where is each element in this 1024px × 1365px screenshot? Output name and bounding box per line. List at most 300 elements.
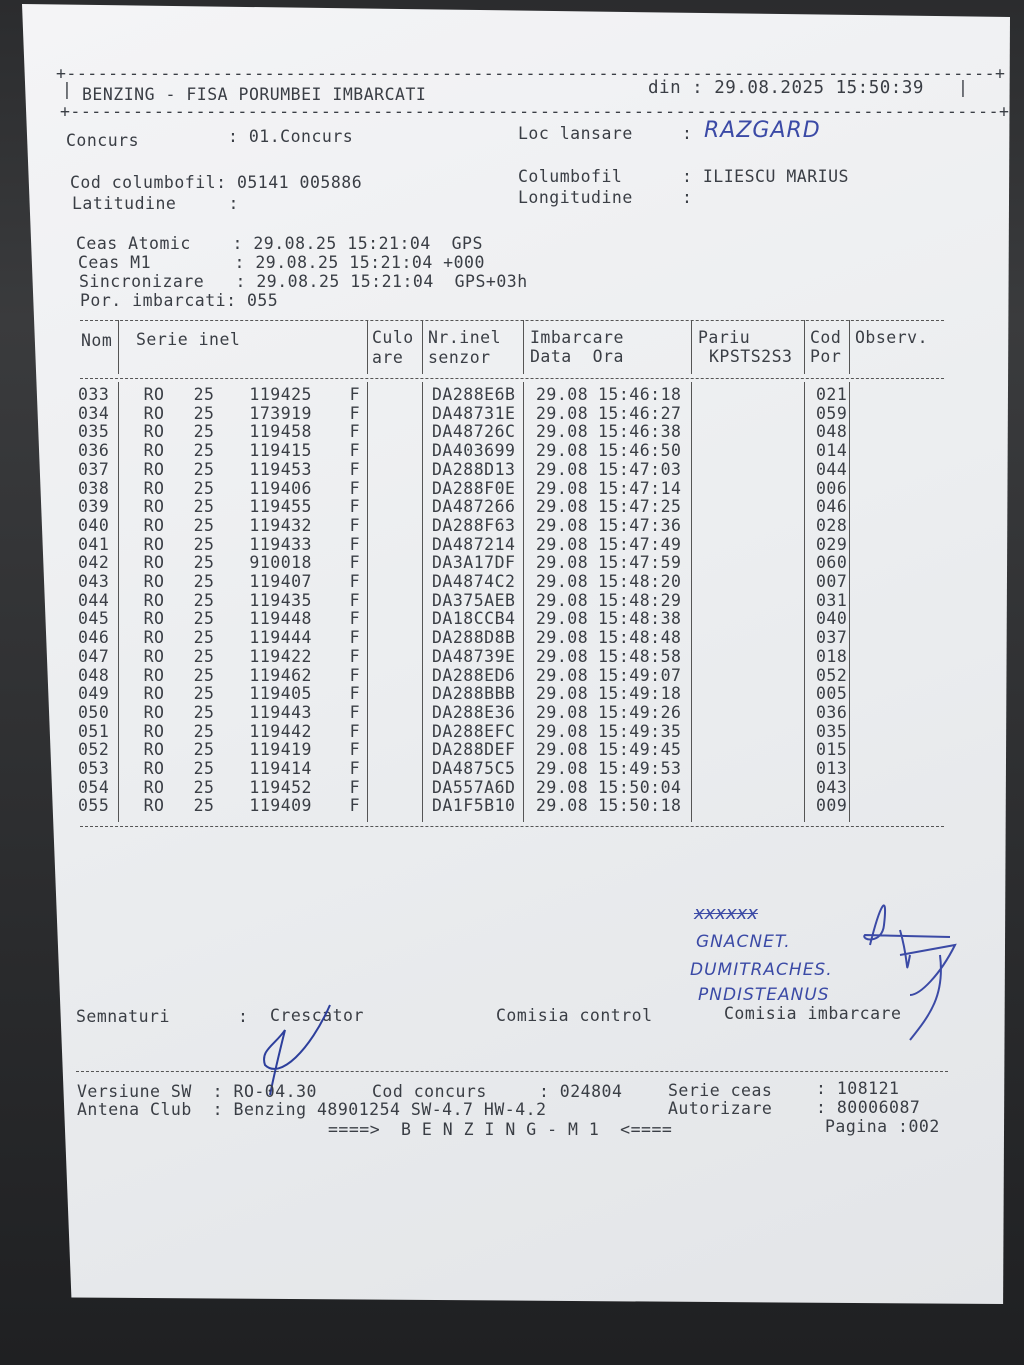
row-sensor-ring: DA48739E — [432, 646, 516, 666]
page-number: Pagina :002 — [825, 1117, 940, 1136]
row-time: 15:47:36 — [598, 515, 682, 535]
table-row — [78, 405, 856, 424]
table-row — [78, 704, 856, 723]
row-time: 15:46:38 — [598, 422, 682, 442]
pigeon-table — [78, 386, 856, 816]
row-nom: 042 — [78, 553, 110, 573]
row-color — [366, 797, 426, 816]
row-color — [366, 741, 426, 760]
row-cod-por: 029 — [816, 534, 848, 554]
row-sensor-ring: DA1F5B10 — [432, 796, 516, 816]
row-sex: F — [349, 665, 360, 685]
row-time: 15:47:03 — [598, 459, 682, 479]
row-time: 15:47:49 — [598, 534, 682, 554]
row-country: RO — [143, 553, 165, 573]
row-time: 15:49:18 — [598, 684, 682, 704]
row-color — [366, 442, 426, 461]
row-country: RO — [143, 572, 165, 592]
row-country: RO — [143, 385, 165, 404]
concurs-value: : 01.Concurs — [228, 127, 354, 146]
row-time: 15:48:29 — [598, 590, 682, 610]
row-time: 15:47:14 — [598, 478, 682, 498]
comisia-imbarcare-label: Comisia imbarcare — [724, 1004, 902, 1023]
row-nom: 035 — [78, 422, 110, 442]
row-year: 25 — [193, 385, 215, 404]
row-nom: 043 — [78, 572, 110, 592]
table-row — [78, 592, 856, 611]
autorizare-value: : 80006087 — [816, 1098, 921, 1117]
row-bet — [698, 704, 812, 723]
table-row — [78, 536, 856, 555]
row-color — [366, 386, 426, 405]
row-sex: F — [349, 422, 360, 442]
table-row — [78, 741, 856, 760]
row-nom: 037 — [78, 459, 110, 479]
print-date: din : 29.08.2025 15:50:39 — [648, 78, 924, 98]
table-row — [78, 723, 856, 742]
row-sex: F — [349, 385, 360, 404]
row-color — [366, 610, 426, 629]
row-country: RO — [143, 777, 165, 797]
struck-signature: xxxxxx — [694, 903, 758, 924]
row-date: 29.08 — [536, 553, 589, 573]
row-date: 29.08 — [536, 403, 589, 423]
row-bet — [698, 779, 812, 798]
row-sex: F — [349, 740, 360, 760]
col-header-data-ora: Data Ora — [530, 347, 624, 366]
table-row — [78, 442, 856, 461]
row-year: 25 — [193, 796, 215, 816]
row-ring-number: 119433 — [249, 534, 312, 554]
row-ring-number: 119405 — [249, 684, 312, 704]
row-country: RO — [143, 459, 165, 479]
row-sex: F — [349, 759, 360, 779]
row-year: 25 — [193, 478, 215, 498]
row-sensor-ring: DA48731E — [432, 403, 516, 423]
col-header-observatii: Observ. — [855, 328, 929, 347]
antena-club: Antena Club : Benzing 48901254 SW-4.7 HW-4.2 — [77, 1100, 547, 1119]
row-bet — [698, 442, 812, 461]
table-row — [78, 779, 856, 798]
row-date: 29.08 — [536, 777, 589, 797]
benzing-banner: ====> B E N Z I N G - M 1 <==== — [328, 1120, 673, 1139]
row-bet — [698, 517, 812, 536]
row-nom: 047 — [78, 646, 110, 666]
col-header-imbarcare: Imbarcare — [530, 328, 624, 347]
row-year: 25 — [193, 740, 215, 760]
table-row — [78, 685, 856, 704]
row-date: 29.08 — [536, 590, 589, 610]
row-cod-por: 046 — [816, 497, 848, 517]
row-nom: 041 — [78, 534, 110, 554]
row-date: 29.08 — [536, 422, 589, 442]
row-sensor-ring: DA4875C5 — [432, 759, 516, 779]
row-color — [366, 423, 426, 442]
row-ring-number: 119453 — [249, 459, 312, 479]
row-color — [366, 536, 426, 555]
columbofil-value: : ILIESCU MARIUS — [682, 167, 849, 186]
row-country: RO — [143, 441, 165, 461]
row-year: 25 — [193, 665, 215, 685]
row-date: 29.08 — [536, 497, 589, 517]
row-cod-por: 005 — [816, 684, 848, 704]
row-nom: 034 — [78, 403, 110, 423]
row-ring-number: 119407 — [249, 572, 312, 592]
row-year: 25 — [193, 609, 215, 629]
row-sensor-ring: DA487266 — [432, 497, 516, 517]
comisia-control-label: Comisia control — [496, 1006, 653, 1025]
row-sex: F — [349, 478, 360, 498]
row-year: 25 — [193, 497, 215, 517]
row-time: 15:49:26 — [598, 702, 682, 722]
row-sex: F — [349, 515, 360, 535]
row-date: 29.08 — [536, 478, 589, 498]
row-date: 29.08 — [536, 665, 589, 685]
row-sensor-ring: DA487214 — [432, 534, 516, 554]
row-year: 25 — [193, 441, 215, 461]
col-header-kpsts2s3: KPSTS2S3 — [709, 347, 793, 366]
row-ring-number: 119432 — [249, 515, 312, 535]
loc-lansare-colon: : — [682, 124, 693, 143]
row-year: 25 — [193, 422, 215, 442]
row-cod-por: 021 — [816, 385, 848, 404]
row-time: 15:50:18 — [598, 796, 682, 816]
header-left-bar: | — [62, 80, 73, 99]
row-date: 29.08 — [536, 721, 589, 741]
row-sensor-ring: DA288BBB — [432, 684, 516, 704]
columbofil-label: Columbofil — [518, 167, 623, 186]
row-sex: F — [349, 777, 360, 797]
table-row — [78, 797, 856, 816]
row-year: 25 — [193, 684, 215, 704]
row-color — [366, 461, 426, 480]
row-year: 25 — [193, 534, 215, 554]
handwritten-name-2: DUMITRACHES. — [690, 960, 833, 980]
row-nom: 052 — [78, 740, 110, 760]
row-ring-number: 119455 — [249, 497, 312, 517]
row-date: 29.08 — [536, 740, 589, 760]
col-divider — [422, 320, 423, 374]
row-cod-por: 013 — [816, 759, 848, 779]
row-bet — [698, 741, 812, 760]
row-year: 25 — [193, 721, 215, 741]
row-year: 25 — [193, 628, 215, 648]
row-sensor-ring: DA3A17DF — [432, 553, 516, 573]
row-cod-por: 052 — [816, 665, 848, 685]
row-sex: F — [349, 497, 360, 517]
row-nom: 049 — [78, 684, 110, 704]
row-time: 15:49:45 — [598, 740, 682, 760]
row-year: 25 — [193, 646, 215, 666]
row-color — [366, 723, 426, 742]
row-date: 29.08 — [536, 385, 589, 404]
row-ring-number: 119422 — [249, 646, 312, 666]
col-header-cod: Cod — [810, 328, 842, 347]
table-row — [78, 480, 856, 499]
row-time: 15:47:25 — [598, 497, 682, 517]
row-year: 25 — [193, 515, 215, 535]
col-divider — [118, 320, 119, 374]
concurs-label: Concurs — [66, 131, 140, 150]
footer-rule — [76, 1071, 948, 1072]
row-nom: 050 — [78, 702, 110, 722]
table-row — [78, 461, 856, 480]
row-date: 29.08 — [536, 759, 589, 779]
row-bet — [698, 723, 812, 742]
row-cod-por: 009 — [816, 796, 848, 816]
versiune-sw: Versiune SW : RO-04.30 — [77, 1082, 317, 1101]
row-date: 29.08 — [536, 702, 589, 722]
cod-columbofil: Cod columbofil: 05141 005886 — [70, 173, 363, 192]
row-ring-number: 119415 — [249, 441, 312, 461]
serie-ceas-value: : 108121 — [816, 1079, 900, 1098]
row-time: 15:49:07 — [598, 665, 682, 685]
row-cod-por: 060 — [816, 553, 848, 573]
row-sensor-ring: DA288E6B — [432, 385, 516, 404]
document-title: BENZING - FISA PORUMBEI IMBARCATI — [82, 85, 427, 104]
row-sex: F — [349, 684, 360, 704]
row-country: RO — [143, 515, 165, 535]
row-time: 15:48:48 — [598, 628, 682, 648]
table-row — [78, 667, 856, 686]
row-sex: F — [349, 628, 360, 648]
table-row — [78, 610, 856, 629]
table-row — [78, 648, 856, 667]
row-nom: 040 — [78, 515, 110, 535]
row-color — [366, 704, 426, 723]
row-country: RO — [143, 422, 165, 442]
ceas-atomic: Ceas Atomic : 29.08.25 15:21:04 GPS — [76, 234, 483, 253]
row-time: 15:46:18 — [598, 385, 682, 404]
row-color — [366, 480, 426, 499]
row-nom: 048 — [78, 665, 110, 685]
row-ring-number: 119452 — [249, 777, 312, 797]
col-divider — [804, 320, 805, 374]
row-time: 15:48:38 — [598, 609, 682, 629]
row-sensor-ring: DA288F0E — [432, 478, 516, 498]
row-cod-por: 031 — [816, 590, 848, 610]
header-top-border: +-----------------------------------------------------------------------------------------+ — [56, 64, 1006, 83]
header-right-bar: | — [958, 78, 969, 97]
row-ring-number: 119414 — [249, 759, 312, 779]
row-date: 29.08 — [536, 572, 589, 592]
table-header-rule — [80, 378, 944, 379]
row-bet — [698, 498, 812, 517]
row-year: 25 — [193, 777, 215, 797]
row-ring-number: 119462 — [249, 665, 312, 685]
row-date: 29.08 — [536, 646, 589, 666]
row-sex: F — [349, 403, 360, 423]
row-sensor-ring: DA48726C — [432, 422, 516, 442]
row-color — [366, 592, 426, 611]
row-ring-number: 910018 — [249, 553, 312, 573]
row-cod-por: 014 — [816, 441, 848, 461]
sincronizare: Sincronizare : 29.08.25 15:21:04 GPS+03h — [79, 272, 528, 291]
col-header-senzor: senzor — [428, 348, 491, 367]
row-nom: 046 — [78, 628, 110, 648]
row-sex: F — [349, 796, 360, 816]
table-row — [78, 423, 856, 442]
col-header-por: Por — [810, 347, 842, 366]
longitudine-value: : — [682, 188, 693, 207]
loc-lansare-label: Loc lansare — [518, 124, 633, 143]
table-row — [78, 760, 856, 779]
row-time: 15:46:50 — [598, 441, 682, 461]
row-year: 25 — [193, 759, 215, 779]
row-color — [366, 517, 426, 536]
table-top-rule — [80, 320, 944, 321]
row-bet — [698, 573, 812, 592]
row-cod-por: 035 — [816, 721, 848, 741]
row-nom: 054 — [78, 777, 110, 797]
row-country: RO — [143, 403, 165, 423]
row-cod-por: 059 — [816, 403, 848, 423]
longitudine-label: Longitudine — [518, 188, 633, 207]
row-country: RO — [143, 721, 165, 741]
row-bet — [698, 685, 812, 704]
crescator-label: Crescator — [270, 1006, 364, 1025]
row-cod-por: 028 — [816, 515, 848, 535]
row-date: 29.08 — [536, 628, 589, 648]
row-sensor-ring: DA4874C2 — [432, 572, 516, 592]
table-bottom-rule — [80, 826, 944, 827]
row-cod-por: 006 — [816, 478, 848, 498]
row-ring-number: 173919 — [249, 403, 312, 423]
row-nom: 051 — [78, 721, 110, 741]
row-bet — [698, 797, 812, 816]
row-sensor-ring: DA288D13 — [432, 459, 516, 479]
row-color — [366, 779, 426, 798]
autorizare-label: Autorizare — [668, 1099, 773, 1118]
row-time: 15:46:27 — [598, 403, 682, 423]
row-date: 29.08 — [536, 609, 589, 629]
row-time: 15:47:59 — [598, 553, 682, 573]
row-bet — [698, 667, 812, 686]
row-country: RO — [143, 497, 165, 517]
row-color — [366, 760, 426, 779]
row-cod-por: 007 — [816, 572, 848, 592]
row-year: 25 — [193, 590, 215, 610]
row-nom: 053 — [78, 759, 110, 779]
row-ring-number: 119444 — [249, 628, 312, 648]
latitudine: Latitudine : — [72, 194, 239, 213]
handwritten-name-1: GNACNET. — [696, 932, 791, 952]
col-divider — [691, 320, 692, 374]
semnaturi-label: Semnaturi — [76, 1007, 170, 1026]
row-ring-number: 119458 — [249, 422, 312, 442]
row-cod-por: 044 — [816, 459, 848, 479]
row-sensor-ring: DA403699 — [432, 441, 516, 461]
row-time: 15:49:53 — [598, 759, 682, 779]
row-sex: F — [349, 553, 360, 573]
col-header-pariu: Pariu — [698, 328, 751, 347]
row-cod-por: 018 — [816, 646, 848, 666]
handwritten-name-3: PNDISTEANUS — [698, 985, 830, 1005]
row-sex: F — [349, 590, 360, 610]
row-color — [366, 685, 426, 704]
table-row — [78, 629, 856, 648]
row-sex: F — [349, 459, 360, 479]
row-sensor-ring: DA18CCB4 — [432, 609, 516, 629]
row-year: 25 — [193, 459, 215, 479]
row-sex: F — [349, 721, 360, 741]
row-date: 29.08 — [536, 441, 589, 461]
row-sensor-ring: DA288E36 — [432, 702, 516, 722]
row-nom: 033 — [78, 385, 110, 404]
table-row — [78, 517, 856, 536]
row-nom: 038 — [78, 478, 110, 498]
row-year: 25 — [193, 702, 215, 722]
row-color — [366, 405, 426, 424]
row-country: RO — [143, 759, 165, 779]
row-bet — [698, 423, 812, 442]
row-color — [366, 667, 426, 686]
ceas-m1: Ceas M1 : 29.08.25 15:21:04 +000 — [78, 253, 485, 272]
col-header-nom: Nom — [81, 331, 113, 350]
col-header-serie: Serie inel — [136, 330, 241, 349]
row-date: 29.08 — [536, 796, 589, 816]
row-sensor-ring: DA375AEB — [432, 590, 516, 610]
col-divider — [367, 320, 368, 374]
row-sex: F — [349, 609, 360, 629]
row-bet — [698, 554, 812, 573]
row-time: 15:49:35 — [598, 721, 682, 741]
row-nom: 039 — [78, 497, 110, 517]
row-country: RO — [143, 478, 165, 498]
row-cod-por: 036 — [816, 702, 848, 722]
row-country: RO — [143, 628, 165, 648]
row-country: RO — [143, 684, 165, 704]
semnaturi-colon: : — [238, 1007, 249, 1026]
row-sensor-ring: DA288EFC — [432, 721, 516, 741]
col-divider — [523, 320, 524, 374]
row-sex: F — [349, 572, 360, 592]
row-ring-number: 119419 — [249, 740, 312, 760]
loc-lansare-handwritten: RAZGARD — [704, 118, 821, 143]
row-ring-number: 119448 — [249, 609, 312, 629]
row-bet — [698, 386, 812, 405]
porumbei-imbarcati: Por. imbarcati: 055 — [80, 291, 279, 310]
row-date: 29.08 — [536, 684, 589, 704]
row-time: 15:48:58 — [598, 646, 682, 666]
row-cod-por: 043 — [816, 777, 848, 797]
row-ring-number: 119442 — [249, 721, 312, 741]
row-bet — [698, 760, 812, 779]
row-date: 29.08 — [536, 515, 589, 535]
row-ring-number: 119409 — [249, 796, 312, 816]
row-color — [366, 498, 426, 517]
row-sensor-ring: DA288F63 — [432, 515, 516, 535]
row-sensor-ring: DA288DEF — [432, 740, 516, 760]
row-ring-number: 119406 — [249, 478, 312, 498]
row-cod-por: 040 — [816, 609, 848, 629]
serie-ceas-label: Serie ceas — [668, 1081, 773, 1100]
table-row — [78, 573, 856, 592]
row-bet — [698, 480, 812, 499]
row-bet — [698, 536, 812, 555]
row-bet — [698, 629, 812, 648]
col-header-culoare: Culo — [372, 328, 414, 347]
row-date: 29.08 — [536, 534, 589, 554]
row-bet — [698, 405, 812, 424]
row-country: RO — [143, 609, 165, 629]
header-bottom-border: +-----------------------------------------------------------------------------------------+ — [60, 102, 1010, 121]
row-bet — [698, 461, 812, 480]
table-row — [78, 554, 856, 573]
row-color — [366, 573, 426, 592]
row-date: 29.08 — [536, 459, 589, 479]
row-country: RO — [143, 646, 165, 666]
